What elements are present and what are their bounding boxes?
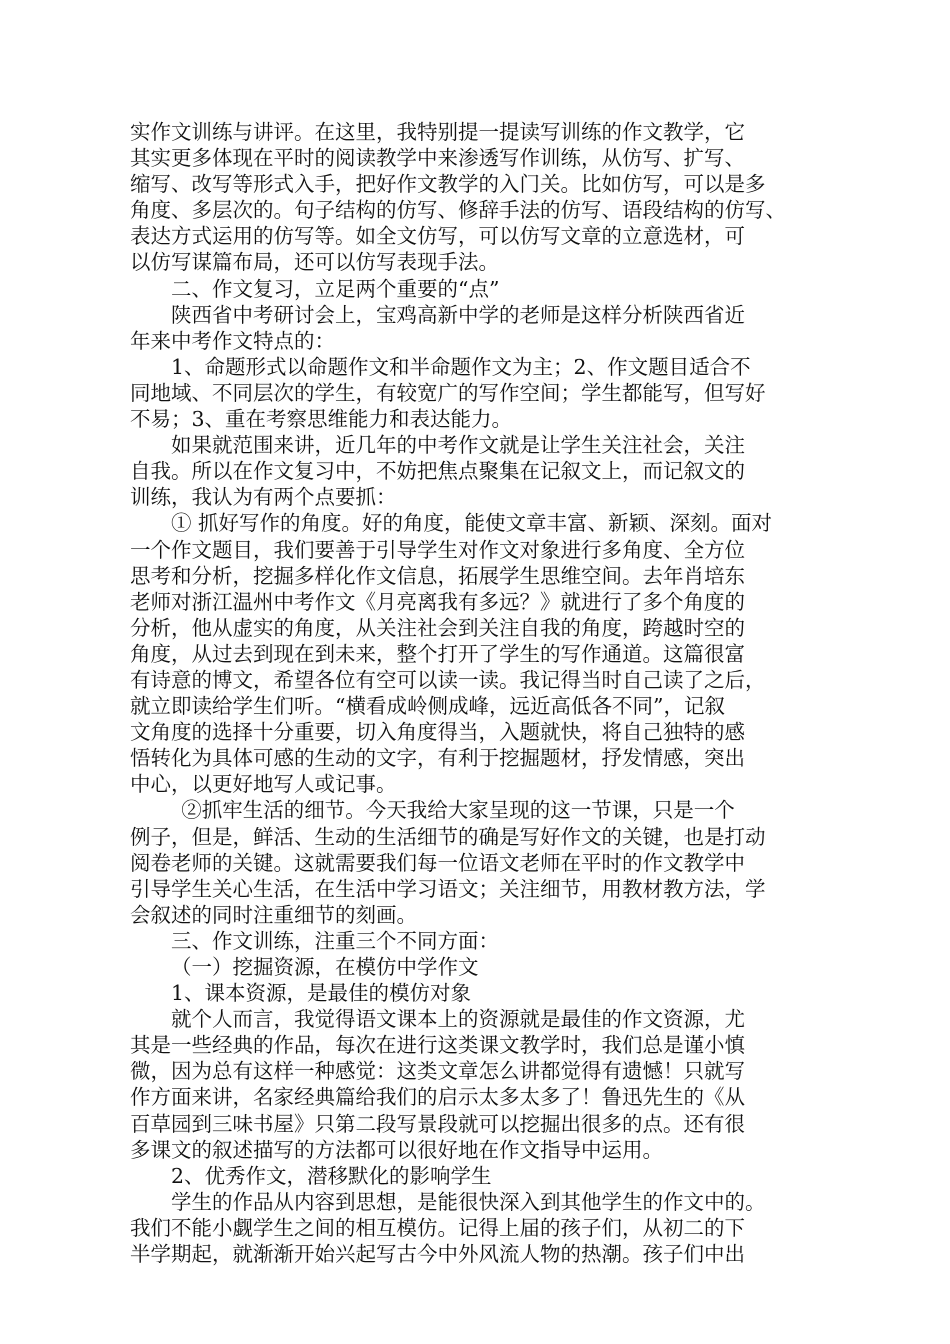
paragraph-shaanxi-seminar: 陕西省中考研讨会上，宝鸡高新中学的老师是这样分析陕西省近 年来中考作文特点的： (130, 302, 745, 353)
heading-mine-resources: （一）挖掘资源，在模仿中学作文 (171, 955, 479, 979)
document-page (130, 119, 822, 1267)
paragraph-exam-features: 1、命题形式以命题作文和半命题作文为主；2、作文题目适合不 同地域、不同层次的学生，有较宽广的写作空间；学生都能写，但写好 不易；3、重在考察思维能力和表达能力。 (130, 354, 766, 432)
heading-textbook-resources: 1、课本资源，是最佳的模仿对象 (171, 981, 472, 1006)
heading-excellent-compositions: 2、优秀作文，潜移默化的影响学生 (171, 1163, 492, 1188)
paragraph-narrative-focus: 如果就范围来讲，近几年的中考作文就是让学生关注社会，关注 自我。所以在作文复习中，不妨把焦点聚集在记叙文上，而记叙文的 训练，我认为有两个点要抓： (130, 433, 745, 510)
paragraph-student-imitation: 学生的作品从内容到思想，是能很快深入到其他学生的作文中的。 我们不能小觑学生之间的相互模仿。记得上届的孩子们，从初二的下 半学期起，就渐渐开始兴起写古今中外风流人物的热潮。孩子们中出 (130, 1189, 766, 1267)
heading-composition-training: 三、作文训练，注重三个不同方面： (171, 928, 499, 953)
paragraph-reading-writing-training: 实作文训练与讲评。在这里，我特别提一提读写训练的作文教学，它 其实更多体现在平时的阅读教学中来渗透写作训练，从仿写、扩写、 缩写、改写等形式入手，把好作文教学的入门关。比如仿写，可以是多 角度、多层次的。句子结构的仿写、修辞手法的仿写、语段结构的仿写、 表达方式运用的仿写等。如全文仿写，可以仿写文章的立意选材，可 以仿写谋篇布局，还可以仿写表现手法。 (130, 120, 786, 275)
paragraph-life-details: ②抓牢生活的细节。今天我给大家呈现的这一节课，只是一个 例子，但是，鲜活、生动的生活细节的确是写好作文的关键，也是打动 阅卷老师的关键。这就需要我们每一位语文老师在平时的作文教学中 引导学生关心生活，在生活中学习语文；关注细节，用教材教方法，学 会叙述的同时注重细节的刻画。 (130, 798, 766, 927)
paragraph-textbook-classics: 就个人而言，我觉得语文课本上的资源就是最佳的作文资源，尤 其是一些经典的作品，每次在进行这类课文教学时，我们总是谨小慎 微，因为总有这样一种感觉：这类文章怎么讲都觉得有遗憾！只就写 作方面来讲，名家经典篇给我们的启示太多太多了！鲁迅先生的《从 百草园到三味书屋》只第二段写景段就可以挖掘出很多的点。还有很 多课文的叙述描写的方法都可以很好地在作文指导中运用。 (130, 1007, 745, 1162)
heading-composition-review: 二、作文复习，立足两个重要的“点” (171, 276, 500, 301)
paragraph-writing-angle: ① 抓好写作的角度。好的角度，能使文章丰富、新颖、深刻。面对 一个作文题目，我们要善于引导学生对作文对象进行多角度、全方位 思考和分析，挖掘多样化作文信息，拓展学生思维空间。去年肖培东 老师对浙江温州中考作文《月亮离我有多远？》就进行了多个角度的 分析，他从虚实的角度，从关注社会到关注自我的角度，跨越时空的 角度，从过去到现在到未来，整个打开了学生的写作通道。这篇很富 有诗意的博文，希望各位有空可以读一读。我记得当时自己读了之后， 就立即读给学生们听。“横看成岭侧成峰，远近高低各不同”，记叙 文角度的选择十分重要，切入角度得当，入题就快，将自己独特的感 悟转化为具体可感的生动的文字，有利于挖掘题材，抒发情感，突出 中心，以更好地写人或记事。 (130, 511, 773, 797)
